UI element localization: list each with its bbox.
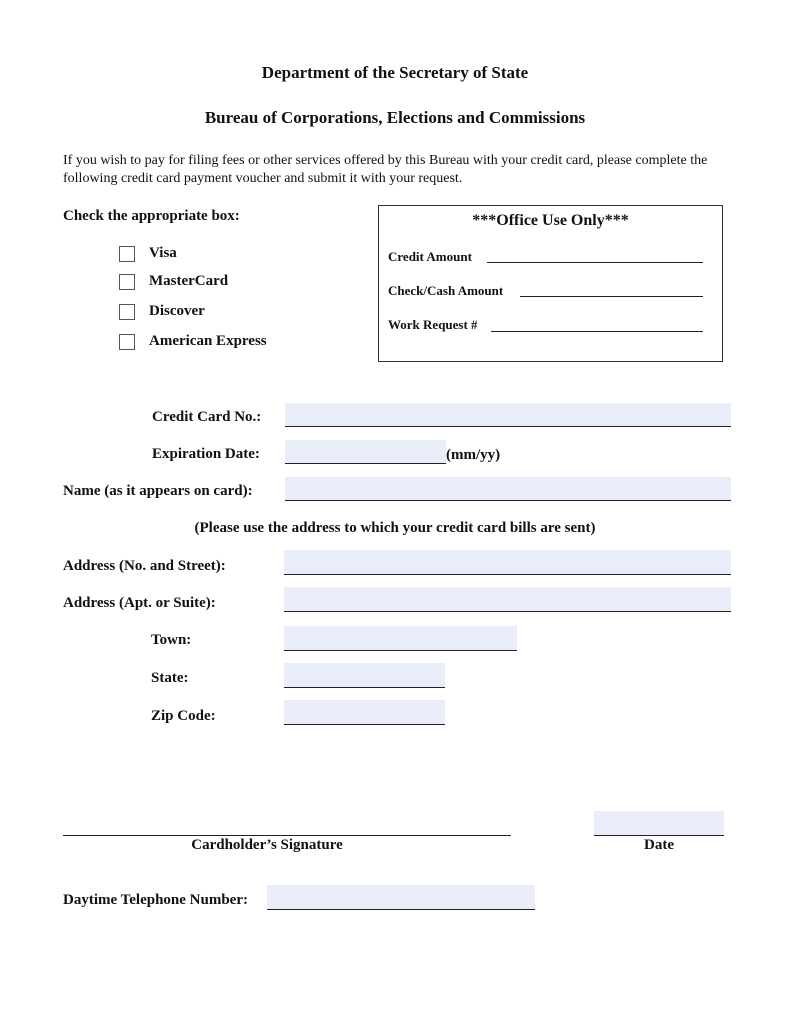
expiration-field[interactable]	[285, 440, 446, 464]
card-number-field[interactable]	[285, 403, 731, 427]
mastercard-checkbox[interactable]	[119, 274, 135, 290]
card-number-label: Credit Card No.:	[152, 409, 262, 425]
check-cash-amount-label: Check/Cash Amount	[388, 283, 504, 298]
discover-label: Discover	[149, 303, 205, 319]
date-label: Date	[644, 837, 674, 853]
phone-label: Daytime Telephone Number:	[63, 892, 248, 908]
office-use-box	[378, 205, 723, 362]
american-express-label: American Express	[149, 333, 267, 349]
apt-field[interactable]	[284, 587, 731, 612]
card-type-prompt: Check the appropriate box:	[63, 208, 240, 224]
state-label: State:	[151, 670, 189, 686]
department-title: Department of the Secretary of State	[261, 63, 529, 82]
visa-label: Visa	[149, 245, 177, 261]
phone-field[interactable]	[267, 885, 535, 910]
street-label: Address (No. and Street):	[63, 558, 226, 574]
signature-label: Cardholder’s Signature	[191, 837, 343, 853]
visa-checkbox[interactable]	[119, 246, 135, 262]
work-request-label: Work Request #	[388, 317, 478, 332]
expiration-label: Expiration Date:	[152, 446, 260, 462]
discover-checkbox[interactable]	[119, 304, 135, 320]
apt-label: Address (Apt. or Suite):	[63, 595, 216, 611]
american-express-checkbox[interactable]	[119, 334, 135, 350]
expiration-format-hint: (mm/yy)	[446, 447, 501, 463]
address-note: (Please use the address to which your credit card bills are sent)	[194, 520, 596, 536]
date-field[interactable]	[594, 811, 724, 836]
zip-field[interactable]	[284, 700, 445, 725]
name-label: Name (as it appears on card):	[63, 483, 253, 499]
state-field[interactable]	[284, 663, 445, 688]
credit-amount-line	[487, 262, 703, 263]
credit-amount-label: Credit Amount	[388, 249, 472, 264]
office-use-title: ***Office Use Only***	[472, 212, 629, 229]
zip-label: Zip Code:	[151, 708, 216, 724]
mastercard-label: MasterCard	[149, 273, 229, 289]
bureau-title: Bureau of Corporations, Elections and Commissions	[204, 108, 586, 127]
name-field[interactable]	[285, 477, 731, 501]
check-cash-amount-line	[520, 296, 703, 297]
work-request-line	[491, 331, 703, 332]
street-field[interactable]	[284, 550, 731, 575]
town-label: Town:	[151, 632, 192, 648]
town-field[interactable]	[284, 626, 517, 651]
signature-line[interactable]	[63, 835, 511, 836]
intro-text: If you wish to pay for filing fees or other services offered by this Bureau with your credit card, please complete the following credit card payment voucher and submit it with your request.	[63, 153, 708, 186]
